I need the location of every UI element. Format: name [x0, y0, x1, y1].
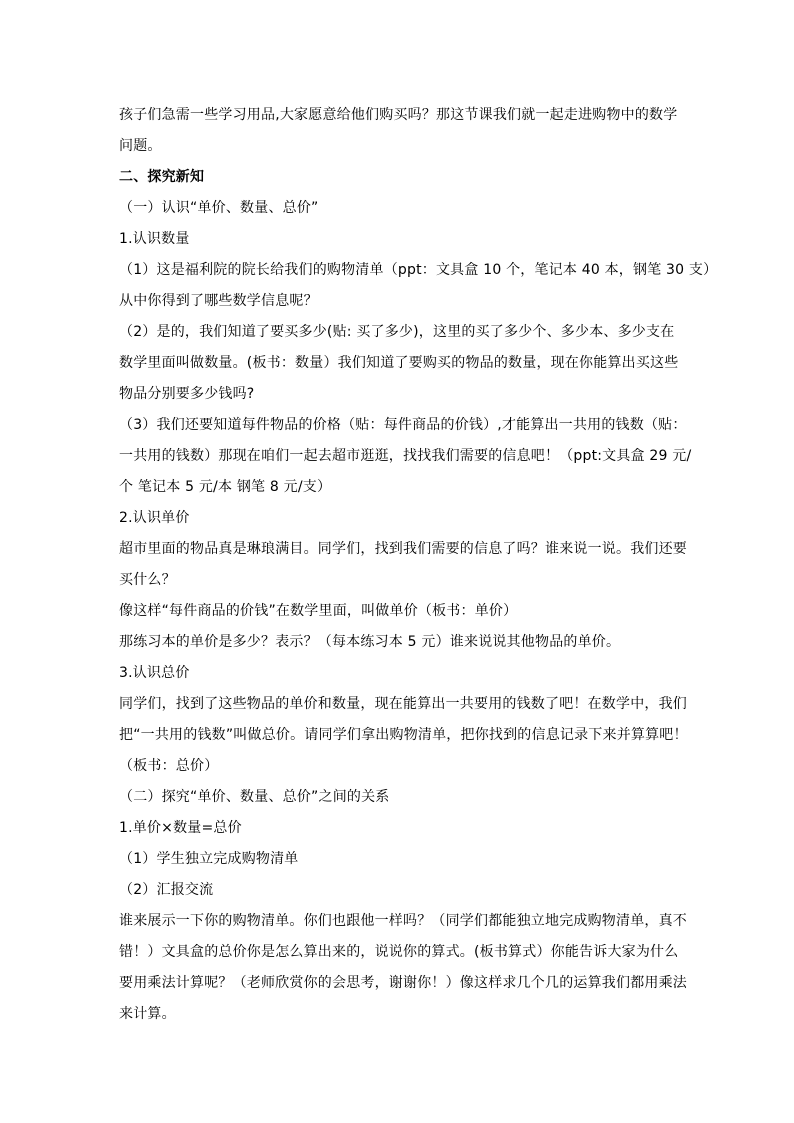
paragraph-intro-line-2: 问题。	[119, 138, 162, 154]
subsection-heading-1: （一）认识“单价、数量、总价”	[119, 200, 319, 216]
paragraph-line: 物品分别要多少钱吗?	[119, 386, 255, 402]
paragraph-intro-line-1: 孩子们急需一些学习用品,大家愿意给他们购买吗？那这节课我们就一起走进购物中的数学	[119, 107, 678, 123]
item-heading-quantity: 1.认识数量	[119, 231, 190, 247]
item-heading-unit-price: 2.认识单价	[119, 510, 190, 526]
subsection-heading-2: （二）探究“单价、数量、总价”之间的关系	[119, 789, 390, 805]
paragraph-line: （3）我们还要知道每件物品的价格（贴：每件商品的价钱）,才能算出一共用的钱数（贴：	[119, 417, 687, 433]
paragraph-line: 要用乘法计算呢？（老师欣赏你的会思考，谢谢你！）像这样求几个几的运算我们都用乘法	[119, 975, 687, 991]
paragraph-line: 来计算。	[119, 1006, 176, 1022]
paragraph-line: （2）汇报交流	[119, 882, 214, 898]
paragraph-line: 从中你得到了哪些数学信息呢？	[119, 293, 318, 309]
paragraph-line: 把“一共用的钱数”叫做总价。请同学们拿出购物清单，把你找到的信息记录下来并算算吧！	[119, 727, 688, 743]
paragraph-line: 个 笔记本 5 元/本 钢笔 8 元/支）	[119, 479, 332, 495]
paragraph-line: 那练习本的单价是多少？表示？（每本练习本 5 元）谁来说说其他物品的单价。	[119, 634, 621, 650]
paragraph-line: 错！）文具盒的总价你是怎么算出来的，说说你的算式。(板书算式）你能告诉大家为什么	[119, 944, 679, 960]
paragraph-line: 数学里面叫做数量。(板书：数量）我们知道了要购买的物品的数量，现在你能算出买这些	[119, 355, 679, 371]
item-heading-total-price: 3.认识总价	[119, 665, 190, 681]
paragraph-line: 买什么？	[119, 572, 176, 588]
paragraph-line: 超市里面的物品真是琳琅满目。同学们，找到我们需要的信息了吗？谁来说一说。我们还要	[119, 541, 687, 557]
paragraph-line: （1）学生独立完成购物清单	[119, 851, 299, 867]
paragraph-line: （2）是的，我们知道了要买多少(贴: 买了多少)，这里的买了多少个、多少本、多少支在	[119, 324, 675, 340]
paragraph-line: 一共用的钱数）那现在咱们一起去超市逛逛，找找我们需要的信息吧！（ppt:文具盒 29 元/	[119, 448, 692, 464]
paragraph-line: 像这样“每件商品的价钱”在数学里面，叫做单价（板书：单价）	[119, 603, 518, 619]
paragraph-line: 谁来展示一下你的购物清单。你们也跟他一样吗？（同学们都能独立地完成购物清单，真不	[119, 913, 687, 929]
section-heading-explore: 二、探究新知	[119, 169, 205, 185]
paragraph-line: （板书：总价）	[119, 758, 219, 774]
item-heading-formula: 1.单价×数量=总价	[119, 820, 242, 836]
paragraph-line: 同学们，找到了这些物品的单价和数量，现在能算出一共要用的钱数了吧！在数学中，我们	[119, 696, 687, 712]
document-body	[119, 100, 718, 1030]
paragraph-line: （1）这是福利院的院长给我们的购物清单（ppt：文具盒 10 个，笔记本 40 本，钢笔 30 支）	[119, 262, 718, 278]
